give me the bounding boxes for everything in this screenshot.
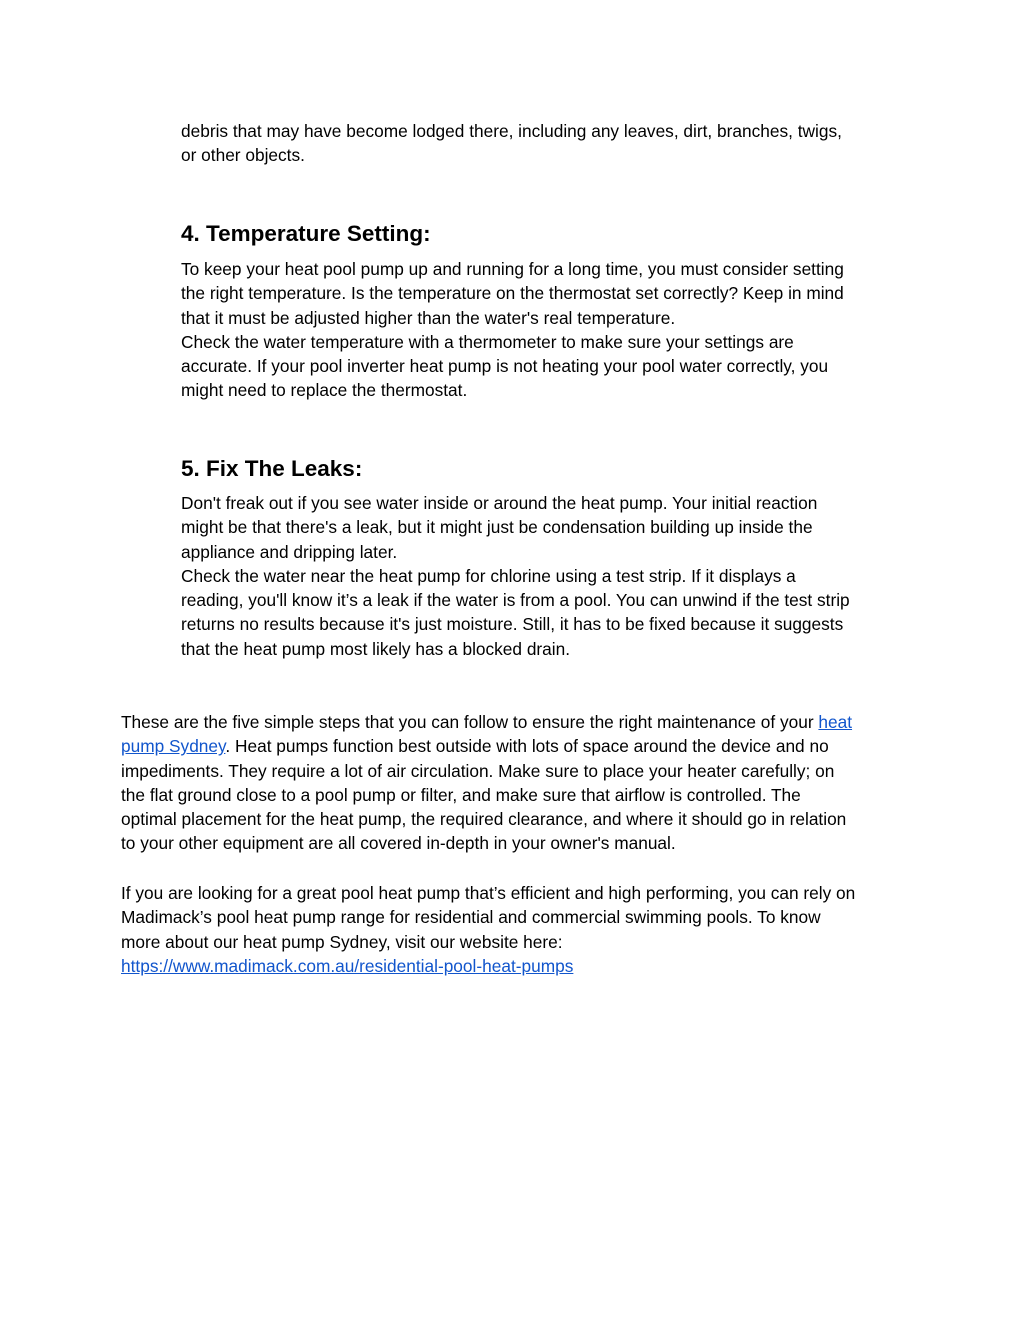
intro-line: or other objects. xyxy=(181,145,305,166)
body-line: might need to replace the thermostat. xyxy=(181,380,468,401)
body-line: that it must be adjusted higher than the water's real temperature. xyxy=(181,307,676,328)
body-line: returns no results because it's just moisture. Still, it has to be fixed because it suggests xyxy=(181,614,844,635)
body-line: that the heat pump most likely has a blocked drain. xyxy=(181,638,571,659)
summary-line: optimal placement for the heat pump, the required clearance, and where it should go in relation xyxy=(121,809,847,830)
section-heading-temperature: 4. Temperature Setting: xyxy=(181,221,431,246)
body-line: the right temperature. Is the temperature on the thermostat set correctly? Keep in mind xyxy=(181,283,844,304)
temperature-paragraph xyxy=(181,257,901,403)
closing-line: If you are looking for a great pool heat pump that’s efficient and high performing, you can rely on xyxy=(121,883,856,903)
body-line: appliance and dripping later. xyxy=(181,541,398,562)
heat-pump-sydney-link[interactable]: pump Sydney xyxy=(121,736,226,757)
summary-line: impediments. They require a lot of air circulation. Make sure to place your heater carefully; on xyxy=(121,760,835,781)
summary-line xyxy=(121,710,905,734)
summary-line: to your other equipment are all covered in-depth in your owner's manual. xyxy=(121,833,676,854)
body-line: might be that there's a leak, but it might just be condensation building up inside the xyxy=(181,517,813,538)
section-heading-leaks: 5. Fix The Leaks: xyxy=(181,456,363,481)
heat-pump-sydney-link[interactable]: heat xyxy=(818,712,853,732)
summary-paragraph xyxy=(121,710,905,856)
intro-line: debris that may have become lodged there, including any leaves, dirt, branches, twigs, xyxy=(181,121,842,141)
body-line: reading, you'll know it’s a leak if the water is from a pool. You can unwind if the test strip xyxy=(181,590,850,611)
website-url-link[interactable]: https://www.madimack.com.au/residential-pool-heat-pumps xyxy=(121,955,574,976)
summary-line xyxy=(121,734,905,758)
closing-line xyxy=(121,954,905,978)
summary-line: the flat ground close to a pool pump or filter, and make sure that airflow is controlled. The xyxy=(121,784,801,805)
closing-line: more about our heat pump Sydney, visit our website here: xyxy=(121,931,563,952)
body-line: accurate. If your pool inverter heat pump is not heating your pool water correctly, you xyxy=(181,356,829,377)
body-line: Don't freak out if you see water inside or around the heat pump. Your initial reaction xyxy=(181,493,818,513)
intro-paragraph xyxy=(181,119,901,168)
leaks-paragraph xyxy=(181,491,901,661)
body-line: To keep your heat pool pump up and running for a long time, you must consider setting xyxy=(181,259,844,279)
closing-paragraph xyxy=(121,881,905,978)
body-line: Check the water temperature with a thermometer to make sure your settings are xyxy=(181,331,794,352)
summary-text: . Heat pumps function best outside with lots of space around the device and no xyxy=(225,736,829,757)
closing-line: Madimack’s pool heat pump range for residential and commercial swimming pools. To know xyxy=(121,907,821,928)
summary-text: These are the five simple steps that you can follow to ensure the right maintenance of your xyxy=(121,712,819,732)
body-line: Check the water near the heat pump for chlorine using a test strip. If it displays a xyxy=(181,565,796,586)
